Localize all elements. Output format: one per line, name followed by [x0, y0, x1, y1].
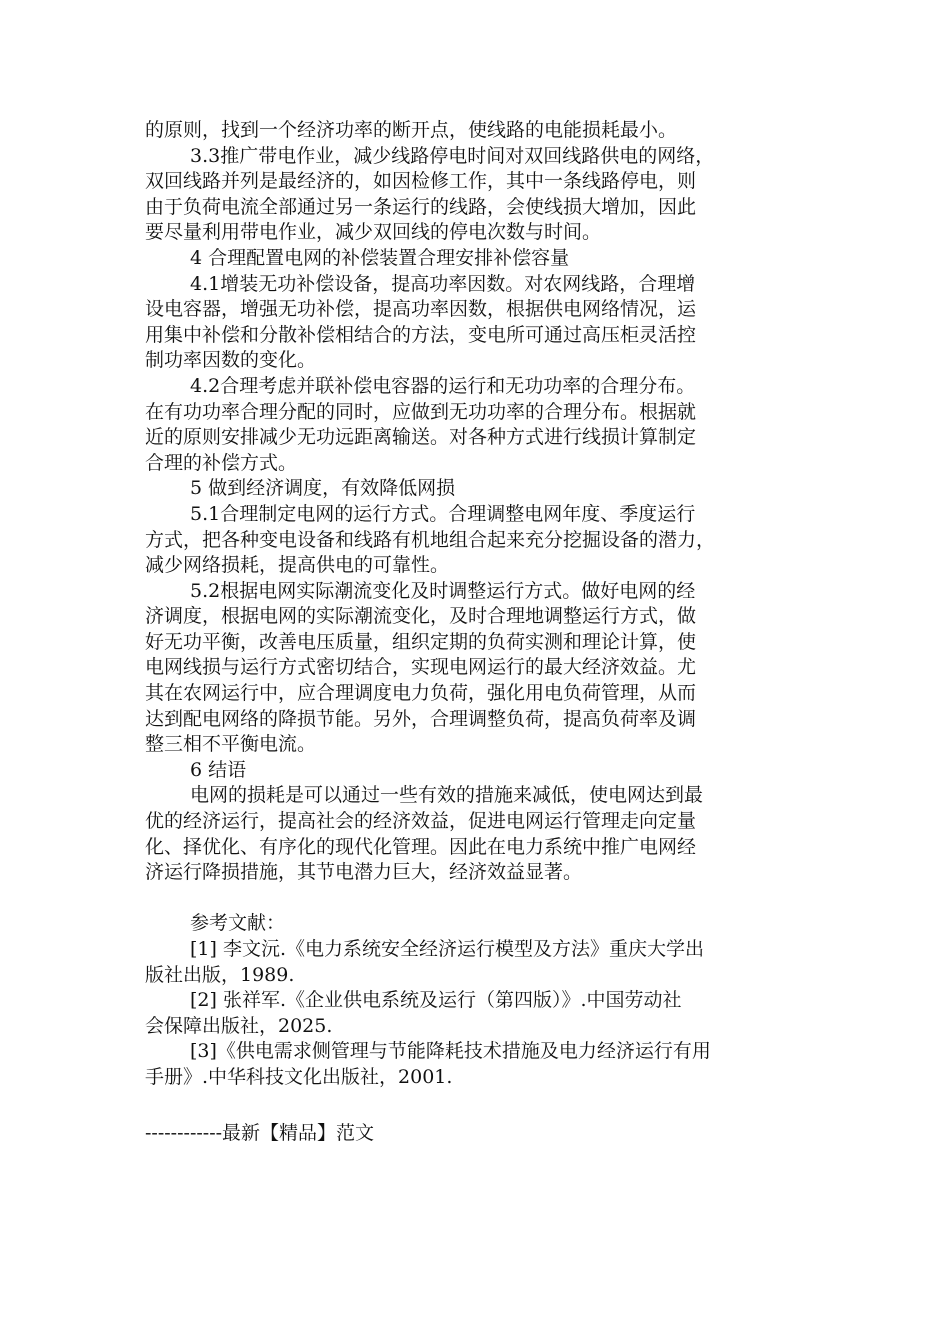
text-line: 好无功平衡，改善电压质量，组织定期的负荷实测和理论计算，使 — [145, 630, 697, 653]
text-line: 化、择优化、有序化的现代化管理。因此在电力系统中推广电网经 — [145, 835, 697, 858]
body-text — [145, 118, 807, 886]
text-line: 达到配电网络的降损节能。另外，合理调整负荷，提高负荷率及调 — [145, 707, 697, 730]
references-list — [145, 937, 807, 1091]
text-line: 近的原则安排减少无功远距离输送。对各种方式进行线损计算制定 — [145, 426, 697, 449]
text-line: 济调度，根据电网的实际潮流变化，及时合理地调整运行方式，做 — [145, 605, 697, 628]
reference-line: [3]《供电需求侧管理与节能降耗技术措施及电力经济运行有用 — [190, 1040, 711, 1063]
blank-line — [145, 886, 807, 912]
reference-line: 版社出版，1989. — [145, 963, 295, 986]
text-line: 4.1增装无功补偿设备，提高功率因数。对农网线路，合理增 — [190, 272, 696, 295]
reference-line: [1] 李文沅.《电力系统安全经济运行模型及方法》重庆大学出 — [190, 938, 704, 960]
references-heading: 参考文献： — [190, 912, 286, 935]
text-line: 在有功功率合理分配的同时，应做到无功功率的合理分布。根据就 — [145, 400, 697, 423]
text-line: 5 做到经济调度，有效降低网损 — [190, 477, 456, 500]
text-line: 优的经济运行，提高社会的经济效益，促进电网运行管理走向定量 — [145, 810, 697, 833]
text-line: 4 合理配置电网的补偿装置合理安排补偿容量 — [190, 246, 570, 269]
text-line: 制功率因数的变化。 — [145, 349, 317, 372]
text-line: 6 结语 — [190, 758, 247, 781]
text-line: 5.2根据电网实际潮流变化及时调整运行方式。做好电网的经 — [190, 579, 696, 602]
text-line: 由于负荷电流全部通过另一条运行的线路，会使线损大增加，因此 — [145, 195, 697, 218]
text-line: 减少网络损耗，提高供电的可靠性。 — [145, 554, 450, 577]
document-body — [145, 118, 807, 1091]
text-line: 方式，把各种变电设备和线路有机地组合起来充分挖掘设备的潜力， — [145, 528, 716, 551]
text-line: 电网的损耗是可以通过一些有效的措施来减低，使电网达到最 — [190, 784, 704, 807]
text-line: 的原则，找到一个经济功率的断开点，使线路的电能损耗最小。 — [145, 119, 678, 141]
text-line: 其在农网运行中，应合理调度电力负荷，强化用电负荷管理，从而 — [145, 682, 697, 705]
text-line: 双回线路并列是最经济的，如因检修工作，其中一条线路停电，则 — [145, 170, 697, 193]
text-line: 电网线损与运行方式密切结合，实现电网运行的最大经济效益。尤 — [145, 656, 697, 679]
reference-line: 手册》.中华科技文化出版社，2001. — [145, 1065, 453, 1088]
text-line: 要尽量利用带电作业，减少双回线的停电次数与时间。 — [145, 221, 602, 244]
text-line: 4.2合理考虑并联补偿电容器的运行和无功功率的合理分布。 — [190, 374, 696, 397]
text-line: 设电容器，增强无功补偿，提高功率因数，根据供电网络情况，运 — [145, 298, 697, 321]
text-line: 济运行降损措施，其节电潜力巨大，经济效益显著。 — [145, 861, 583, 884]
text-line: 5.1合理制定电网的运行方式。合理调整电网年度、季度运行 — [190, 502, 696, 525]
reference-line: 会保障出版社，2025. — [145, 1014, 333, 1037]
text-line: 合理的补偿方式。 — [145, 451, 298, 474]
text-line: 3.3推广带电作业，减少线路停电时间对双回线路供电的网络， — [190, 144, 715, 167]
reference-line: [2] 张祥军.《企业供电系统及运行（第四版）》.中国劳动社 — [190, 989, 682, 1012]
text-line: 整三相不平衡电流。 — [145, 733, 317, 756]
footer-text: ------------最新【精品】范文 — [145, 1122, 375, 1144]
text-line: 用集中补偿和分散补偿相结合的方法，变电所可通过高压柜灵活控 — [145, 323, 697, 346]
